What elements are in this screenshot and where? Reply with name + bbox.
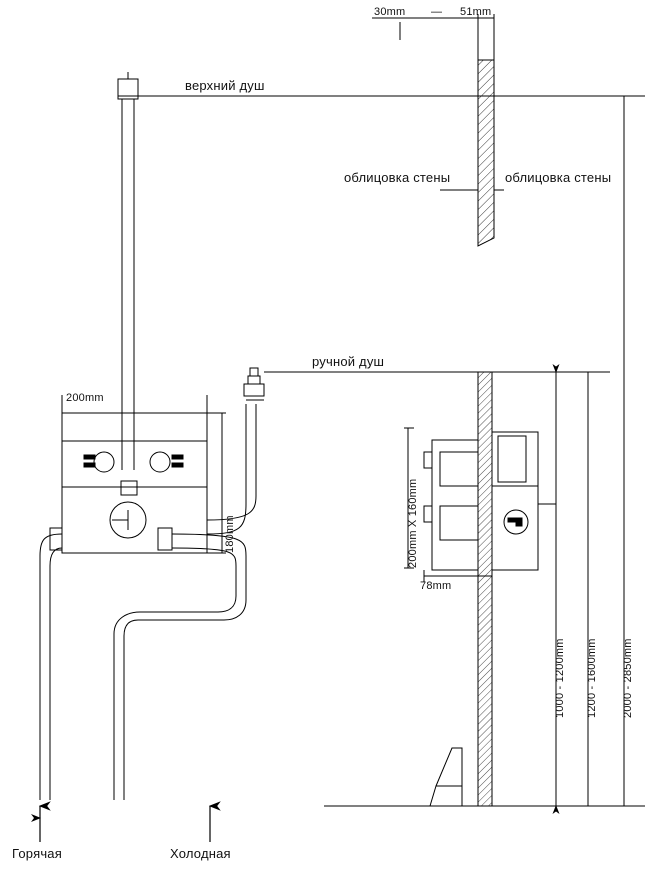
dim-height-mixer: 1200 - 1600mm (586, 638, 598, 718)
dim-height-overhead: 2000 - 2850mm (622, 638, 634, 718)
label-hand-shower: ручной душ (312, 354, 385, 369)
dim-depth: 78mm (420, 580, 452, 592)
label-wall-cladding-left: облицовка стены (344, 170, 451, 185)
label-hot-water: Горячая (12, 846, 62, 861)
label-overhead-shower: верхний душ (185, 78, 265, 93)
dim-box-size: 200mm X 160mm (407, 478, 419, 568)
dim-box-width: 200mm (66, 392, 104, 404)
dim-box-height: 180mm (224, 515, 236, 553)
dim-height-hand-shower: 1000 - 1200mm (554, 638, 566, 718)
dim-wall-min: 30mm (374, 6, 406, 18)
label-wall-cladding-right: облицовка стены (505, 170, 612, 185)
dim-wall-max: 51mm (460, 6, 492, 18)
label-cold-water: Холодная (170, 846, 231, 861)
dim-wall-dash: — (431, 6, 443, 18)
